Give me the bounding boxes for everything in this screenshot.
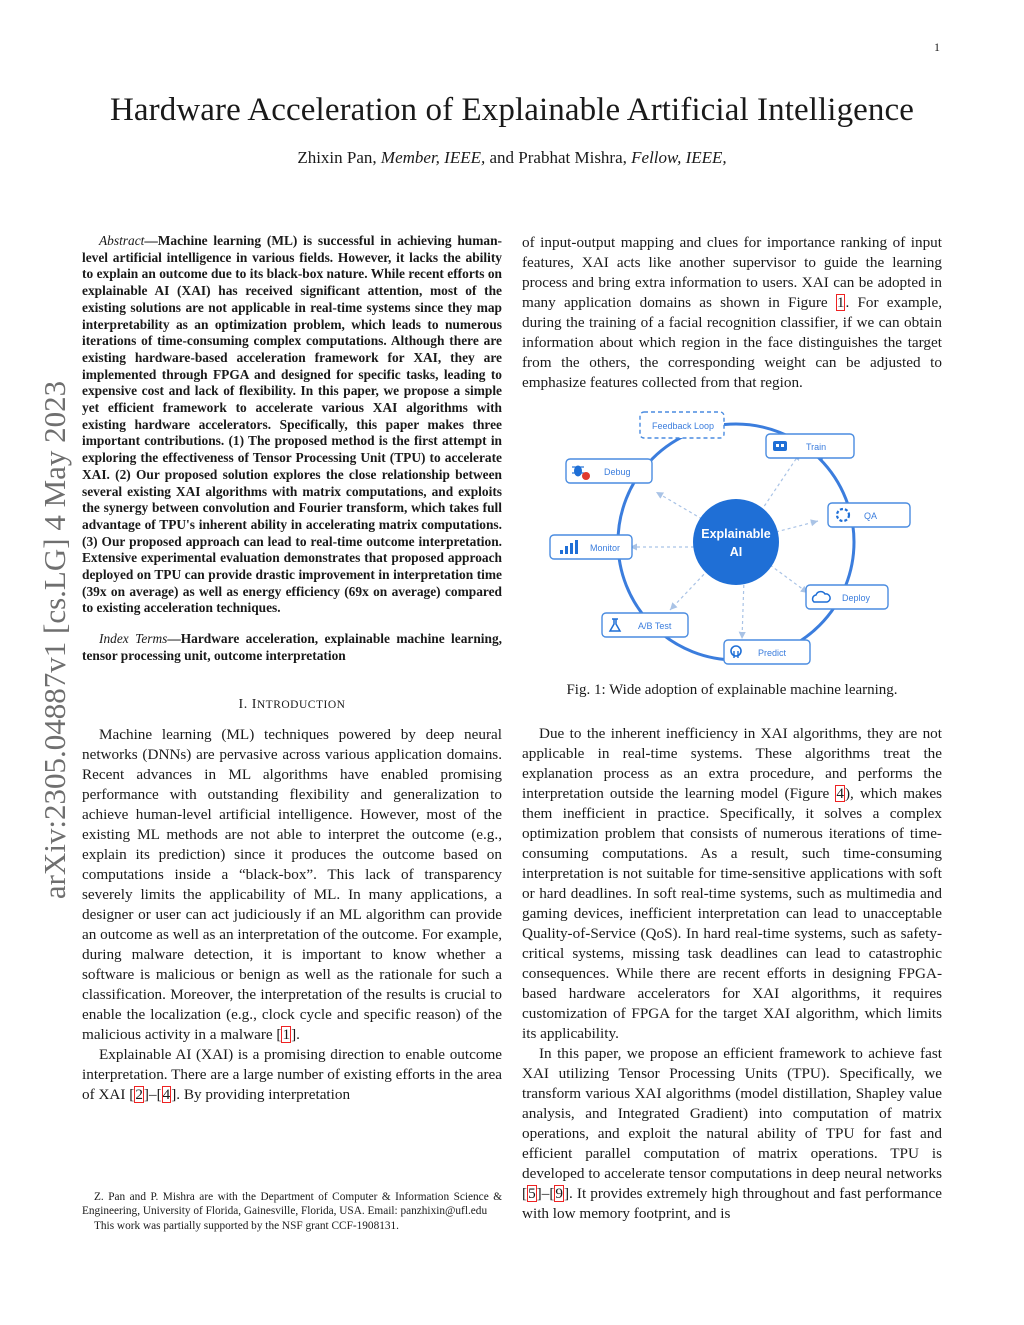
right-paragraph-0 [522, 233, 942, 393]
left-column [82, 233, 502, 1105]
node-monitor-label: Monitor [590, 543, 621, 553]
author-and: and [489, 148, 515, 167]
node-qa-label: QA [864, 511, 878, 521]
intro-p1-end: . [296, 1025, 300, 1043]
right-p0-a: of input-output mapping and clues for importance ranking of input features, XAI acts like another supervisor to guide the learning process and bring extra information to users. XAI can be adopted in many application domains as shown in Figure [522, 234, 942, 311]
node-train-label: Train [806, 442, 827, 452]
abstract [82, 233, 502, 617]
intro-p2-end: . By providing interpretation [176, 1085, 351, 1103]
arxiv-id: arXiv:2305.04887v1 [cs.LG] 4 May 2023 [37, 380, 72, 900]
right-paragraph-1 [522, 724, 942, 1044]
figure-link[interactable]: 4 [836, 785, 844, 802]
intro-paragraph-2: Explainable AI (XAI) is a promising direction to enable outcome interpretation. There are a large number of existing efforts in the area of XAI [2]–[4]. By providing interpretation [82, 1045, 503, 1103]
center-circle [693, 499, 779, 585]
spoke-predict [742, 579, 744, 639]
center-label-1: Explainable [701, 527, 771, 541]
spoke-abtest [670, 570, 708, 610]
figure-caption: Fig. 1: Wide adoption of explainable machine learning. [566, 682, 898, 698]
index-terms-text: —Hardware acceleration, explainable machine learning, tensor processing unit, outcome interpretation [82, 631, 502, 663]
spoke-debug [656, 492, 702, 519]
citation-link[interactable]: 9 [555, 1185, 563, 1202]
spoke-train [761, 453, 800, 511]
figure-link[interactable]: 1 [836, 294, 845, 311]
center-label-2: AI [729, 545, 743, 559]
right-p0-b: . For example, during the training of a facial recognition classifier, if we can obtain information about which region in the face distinguishes the target from the others, the corresponding weight can be adjusted to emphasize features collected from that region. [522, 294, 942, 391]
citation-dash: – [541, 1185, 550, 1202]
section-smallcaps: NTRODUCTION [256, 698, 346, 711]
figure-1 [522, 407, 942, 672]
intro-p2-text: Explainable AI (XAI) is a promising direction to enable outcome interpretation. There are a large number of existing efforts in the area of XAI [82, 1045, 503, 1103]
node-deploy-label: Deploy [842, 593, 871, 603]
index-terms-label: Index Terms [99, 631, 168, 647]
page-number: 1 [934, 40, 940, 54]
train-icon [773, 441, 787, 451]
right-p2-b: . It provides extremely high throughout and fast performance with low memory footprint, and is [522, 1185, 942, 1222]
footnote-affiliation: Z. Pan and P. Mishra are with the Department of Computer & Information Science & Engineering, University of Florida, Gainesville, Florida, USA. Email: panzhixin@ufl.edu [82, 1191, 502, 1218]
right-p1-b: ), which makes them inefficient in practice. Specifically, it solves a complex optimization problem that consists of numerous iterations of time-consuming computations. As a result, such time-consuming interpretation is not suitable for time-sensitive applications with soft or hard deadlines. In soft real-time systems, such as multimedia and gaming devices, inefficient interpretation can lead to unacceptable Quality-of-Service (QoS). In hard real-time systems, such as safety-critical systems, missing task deadlines can lead to catastrophic consequences. While there are recent efforts in designing FPGA-based hardware accelerators for XAI algorithms, it requires customization of FPGA for the target XAI algorithm, which limits its applicability. [522, 785, 942, 1042]
author-1: Zhixin Pan, [297, 148, 377, 167]
node-feedback-label: Feedback Loop [652, 421, 715, 431]
node-debug-label: Debug [604, 467, 631, 477]
citation-dash: – [148, 1085, 157, 1103]
right-p1-a: Due to the inherent inefficiency in XAI algorithms, they are not applicable in real-time systems. These algorithms treat the explanation process as an extra procedure, and performs the interpretation outside the learning model (Figure [522, 725, 942, 802]
right-paragraph-2: In this paper, we propose an efficient framework to achieve fast XAI utilizing Tensor Processing Units (TPU). Specifically, we transform various XAI algorithms (model distillation, Shapley value analysis, and Integrated Gradient) into computation of matrix operations, and exploit the natural ability of TPU for fast and efficient parallel computation of matrix operations. TPU is developed to accelerate tensor computations in deep neural networks [5]–[9]. It provides extremely high throughout and fast performance with low memory footprint, and is [522, 1045, 942, 1222]
abstract-label: Abstract [99, 233, 145, 248]
paper-title: Hardware Acceleration of Explainable Artificial Intelligence [109, 92, 915, 128]
citation-link[interactable]: 1 [282, 1025, 291, 1043]
intro-paragraph-1: Machine learning (ML) techniques powered by deep neural networks (DNNs) are pervasive across various application domains. Recent advances in ML algorithms have enabled promising performance with outstanding flexibility and generalization to achieve human-level artificial intelligence. However, most of the existing ML methods are not able to interpret the outcome (e.g., explain its prediction) since it produces the outcome based on computations inside a “black-box”. This lack of transparency severely limits the applicability of ML. In many applications, a designer or user can act judiciously if an ML algorithm can provide an outcome as well as an interpretation of the outcome. For example, during malware detection, it is important to know whether a software is malicious or benign as well as the rationale for such a classification. Moreover, the interpretation of the results is crucial to enable the localization (e.g., clock cycle and specific reason) of the malicious activity in a malware [1]. [82, 725, 502, 1043]
index-terms [82, 631, 502, 664]
section-heading [82, 695, 502, 715]
spoke-deploy [770, 565, 808, 593]
xai-cycle-diagram [522, 407, 942, 672]
right-p2-a: In this paper, we propose an efficient framework to achieve fast XAI utilizing Tensor Processing Units (TPU). Specifically, we transform various XAI algorithms (model distillation, Shapley value analysis, and Integrated Gradient) into computation of matrix operations, and exploit the natural ability of TPU for fast and efficient parallel computation of matrix operations. TPU is developed to accelerate tensor computations in deep neural networks [522, 1045, 942, 1182]
citation-link[interactable]: 2 [135, 1085, 143, 1103]
abstract-text: —Machine learning (ML) is successful in achieving human-level artificial intelligence in various fields. However, it lacks the ability to explain an outcome due to its black-box nature. While recent efforts on explainable AI (XAI) has received significant attention, most of the existing solutions are not applicable in real-time systems since they map interpretability as an optimization problem, which leads to numerous iterations of time-consuming complex computations. Although there are existing hardware-based acceleration framework for XAI, they are implemented through FPGA and designed for specific tasks, leading to expensive cost and lack of flexibility. In this paper, we propose a simple yet efficient framework to accelerate various XAI algorithms with existing hardware accelerators. Specifically, this paper makes three important contributions. (1) The proposed method is the first attempt in exploring the effectiveness of Tensor Processing Unit (TPU) to accelerate XAI. (2) Our proposed solution explores the close relationship between several existing XAI algorithms with matrix computations, and exploits the synergy between convolution and Fourier transform, which takes full advantage of TPU's inherent ability in accelerating matrix computations. (3) Our proposed approach can lead to real-time outcome interpretation. Extensive experimental evaluation demonstrates that proposed approach deployed on TPU can provide drastic improvement in interpretation time (39x on average) as well as energy efficiency (69x on average) compared to existing acceleration techniques. [82, 233, 502, 616]
author-1-title: Member, IEEE, [380, 148, 486, 167]
right-column [522, 233, 942, 1224]
author-2-title: Fellow, IEEE, [631, 148, 727, 167]
author-2: Prabhat Mishra, [518, 148, 627, 167]
spoke-qa [776, 521, 818, 532]
citation-link[interactable]: 4 [162, 1085, 171, 1103]
intro-p1-text: Machine learning (ML) techniques powered by deep neural networks (DNNs) are pervasive across various application domains. Recent advances in ML algorithms have enabled promising performance with outstanding flexibility and generalization to achieve human-level artificial intelligence. However, most of the existing ML methods are not able to interpret the outcome (e.g., explain its prediction) since it produces the outcome based on computations inside a “black-box”. This lack of transparency severely limits the applicability of ML. In many applications, a designer or user can act judiciously if an ML algorithm can provide an outcome as well as an interpretation of the outcome. For example, during malware detection, it is important to know whether a software is malicious or benign as well as the rationale for such a classification. Moreover, the interpretation of the results is crucial to enable the localization (e.g., clock cycle and specific reason) of the malicious activity in a malware [82, 725, 502, 1043]
citation-link[interactable]: 5 [528, 1185, 536, 1202]
footnotes [82, 1190, 502, 1233]
node-abtest-label: A/B Test [638, 621, 672, 631]
node-predict-label: Predict [758, 648, 787, 658]
section-numeral: I. I [238, 696, 257, 712]
footnote-funding: This work was partially supported by the NSF grant CCF-1908131. [94, 1219, 399, 1232]
author-line [0, 148, 1024, 168]
arxiv-stamp [20, 350, 90, 930]
